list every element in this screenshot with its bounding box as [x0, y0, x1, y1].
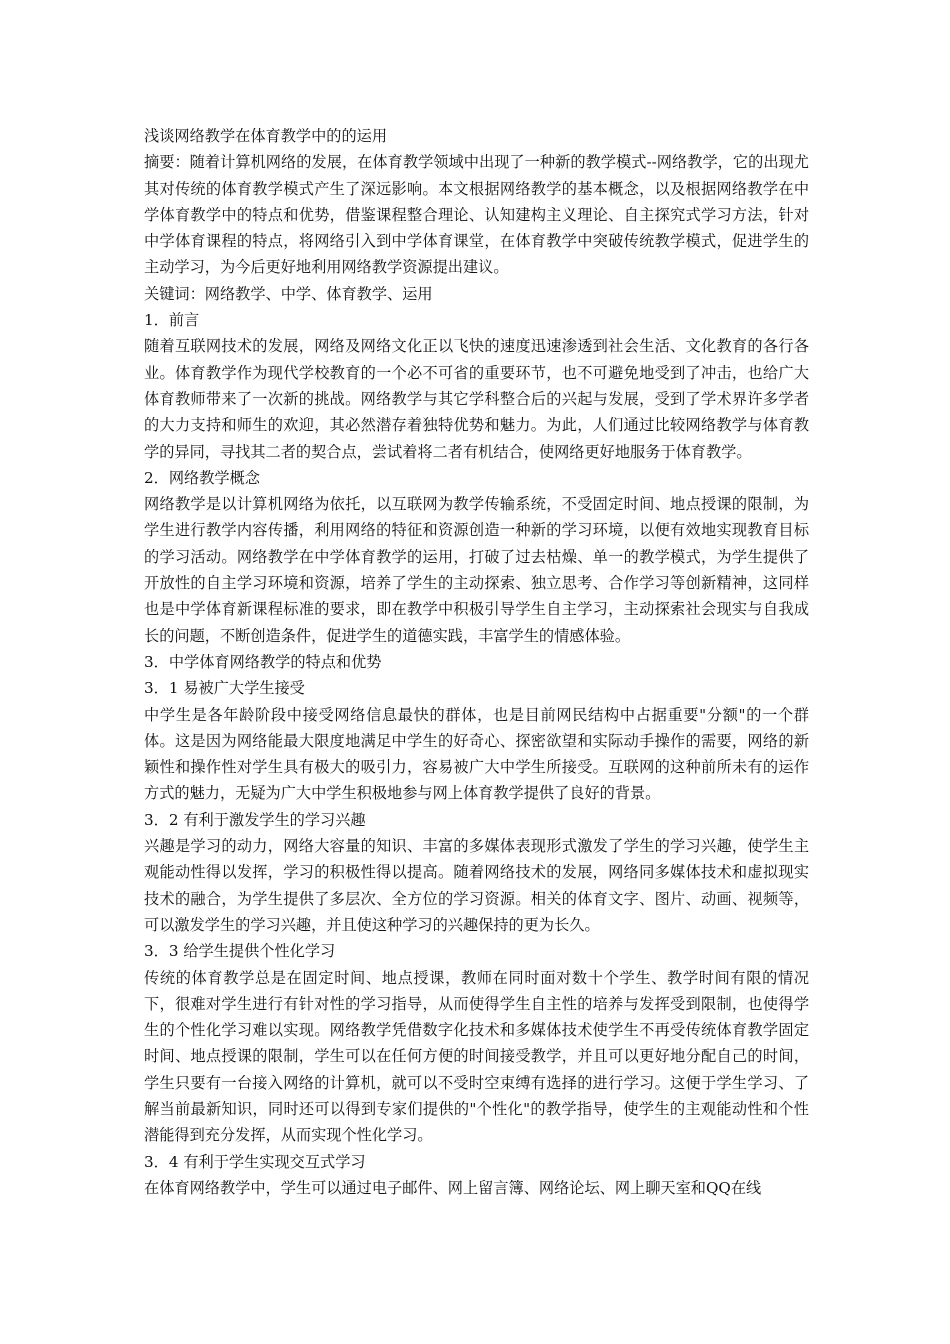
document-page: [144, 123, 809, 1201]
section-body-3-2: 兴趣是学习的动力，网络大容量的知识、丰富的多媒体表现形式激发了学生的学习兴趣，使学生主观能动性得以发挥，学习的积极性得以提高。随着网络技术的发展，网络同多媒体技术和虚拟现实技术的融合，为学生提供了多层次、全方位的学习资源。相关的体育文字、图片、动画、视频等，可以激发学生的学习兴趣，并且使这种学习的兴趣保持的更为长久。: [144, 837, 809, 934]
section-heading-2: 2．网络教学概念: [144, 468, 260, 487]
section-body-3-4: 在体育网络教学中，学生可以通过电子邮件、网上留言簿、网络论坛、网上聊天室和QQ在线: [144, 1178, 762, 1197]
section-heading-3-4: 3．4 有利于学生实现交互式学习: [144, 1152, 366, 1171]
section-heading-3-2: 3．2 有利于激发学生的学习兴趣: [144, 810, 366, 829]
section-body-2: 网络教学是以计算机网络为依托，以互联网为教学传输系统，不受固定时间、地点授课的限制，为学生进行教学内容传播，利用网络的特征和资源创造一种新的学习环境，以便有效地实现教育目标的学习活动。网络教学在中学体育教学的运用，打破了过去枯燥、单一的教学模式，为学生提供了开放性的自主学习环境和资源，培养了学生的主动探索、独立思考、合作学习等创新精神，这同样也是中学体育新课程标准的要求，即在教学中积极引导学生自主学习，主动探索社会现实与自我成长的问题，不断创造条件，促进学生的道德实践，丰富学生的情感体验。: [144, 495, 809, 645]
section-heading-3-3: 3．3 给学生提供个性化学习: [144, 942, 336, 961]
section-body-3-3: 传统的体育教学总是在固定时间、地点授课，教师在同时面对数十个学生、教学时间有限的情况下，很难对学生进行有针对性的学习指导，从而使得学生自主性的培养与发挥受到限制，也使得学生的个性化学习难以实现。网络教学凭借数字化技术和多媒体技术使学生不再受传统体育教学固定时间、地点授课的限制，学生可以在任何方便的时间接受教学，并且可以更好地分配自己的时间，学生只要有一台接入网络的计算机，就可以不受时空束缚有选择的进行学习。这便于学生学习、了解当前最新知识，同时还可以得到专家们提供的"个性化"的教学指导，使学生的主观能动性和个性潜能得到充分发挥，从而实现个性化学习。: [144, 968, 809, 1145]
section-body-1: 随着互联网技术的发展，网络及网络文化正以飞快的速度迅速渗透到社会生活、文化教育的各行各业。体育教学作为现代学校教育的一个必不可省的重要环节，也不可避免地受到了冲击，也给广大体育教师带来了一次新的挑战。网络教学与其它学科整合后的兴起与发展，受到了学术界许多学者的大力支持和师生的欢迎，其必然潜存着独特优势和魅力。为此，人们通过比较网络教学与体育教学的异同，寻找其二者的契合点，尝试着将二者有机结合，使网络更好地服务于体育教学。: [144, 337, 809, 461]
section-heading-3-1: 3．1 易被广大学生接受: [144, 679, 305, 698]
abstract-paragraph: 摘要：随着计算机网络的发展，在体育教学领域中出现了一种新的教学模式--网络教学，它的出现尤其对传统的体育教学模式产生了深远影响。本文根据网络教学的基本概念，以及根据网络教学在中学体育教学中的特点和优势，借鉴课程整合理论、认知建构主义理论、自主探究式学习方法，针对中学体育课程的特点，将网络引入到中学体育课堂，在体育教学中突破传统教学模式，促进学生的主动学习，为今后更好地利用网络教学资源提出建议。: [144, 153, 809, 277]
section-body-3-1: 中学生是各年龄阶段中接受网络信息最快的群体，也是目前网民结构中占据重要"分额"的一个群体。这是因为网络能最大限度地满足中学生的好奇心、探密欲望和实际动手操作的需要，网络的新颖性和操作性对学生具有极大的吸引力，容易被广大中学生所接受。互联网的这种前所未有的运作方式的魅力，无疑为广大中学生积极地参与网上体育教学提供了良好的背景。: [144, 705, 809, 803]
keywords-line: 关键词：网络教学、中学、体育教学、运用: [144, 284, 433, 303]
document-title: 浅谈网络教学在体育教学中的的运用: [144, 127, 387, 145]
section-heading-1: 1．前言: [144, 311, 200, 330]
section-heading-3: 3．中学体育网络教学的特点和优势: [144, 652, 382, 671]
